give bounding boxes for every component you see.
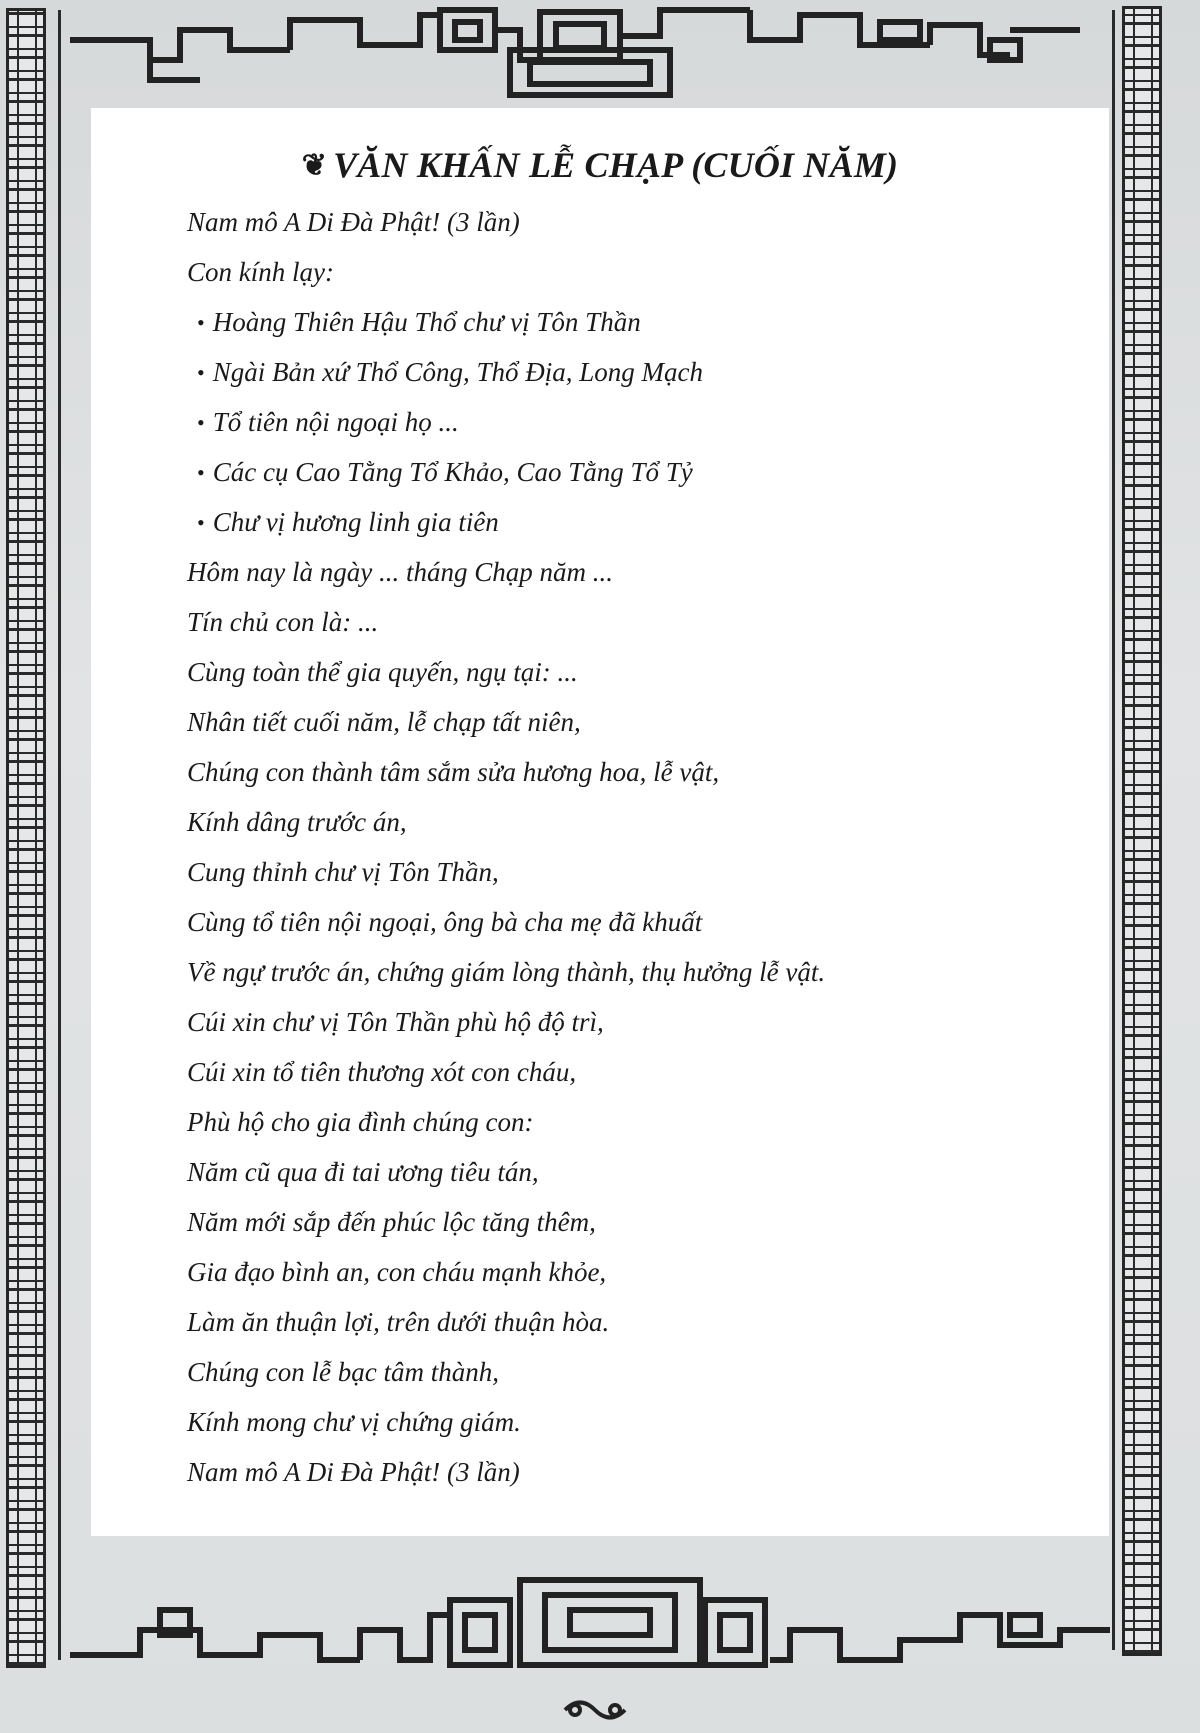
- bullet-icon: •: [197, 360, 205, 385]
- prayer-line: [187, 654, 1087, 704]
- top-fret-ornament: [0, 0, 1200, 110]
- right-key-pattern-border: [1122, 6, 1162, 1656]
- bottom-scroll-icon: [565, 1703, 625, 1718]
- line-text: Cùng toàn thể gia quyến, ngụ tại: ...: [187, 657, 578, 687]
- line-text: Năm cũ qua đi tai ương tiêu tán,: [187, 1157, 539, 1187]
- line-text: Kính mong chư vị chứng giám.: [187, 1407, 521, 1437]
- bullet-icon: •: [197, 460, 205, 485]
- prayer-line: [187, 1104, 1087, 1154]
- bullet-line: [187, 404, 1087, 454]
- right-border-line: [1112, 10, 1115, 1650]
- prayer-line: [187, 554, 1087, 604]
- bullet-icon: •: [197, 410, 205, 435]
- title-text: VĂN KHẤN LỄ CHẠP (CUỐI NĂM): [333, 145, 899, 185]
- document-title: [91, 144, 1109, 186]
- line-text: Cung thỉnh chư vị Tôn Thần,: [187, 857, 499, 887]
- prayer-line: [187, 604, 1087, 654]
- line-text: Tín chủ con là: ...: [187, 607, 379, 637]
- line-text: Cúi xin tổ tiên thương xót con cháu,: [187, 1057, 577, 1087]
- prayer-line: [187, 754, 1087, 804]
- prayer-line: [187, 1454, 1087, 1504]
- line-text: Các cụ Cao Tằng Tổ Khảo, Cao Tằng Tổ Tỷ: [212, 457, 693, 487]
- bullet-line: [187, 454, 1087, 504]
- line-text: Phù hộ cho gia đình chúng con:: [187, 1107, 534, 1137]
- line-text: Về ngự trước án, chứng giám lòng thành, thụ hưởng lễ vật.: [187, 957, 826, 987]
- prayer-line: [187, 204, 1087, 254]
- prayer-line: [187, 704, 1087, 754]
- line-text: Cúi xin chư vị Tôn Thần phù hộ độ trì,: [187, 1007, 604, 1037]
- line-text: Ngài Bản xứ Thổ Công, Thổ Địa, Long Mạch: [212, 357, 703, 387]
- line-text: Chúng con thành tâm sắm sửa hương hoa, lễ vật,: [187, 757, 720, 787]
- prayer-line: [187, 254, 1087, 304]
- prayer-line: [187, 1254, 1087, 1304]
- left-key-pattern-border: [6, 8, 46, 1668]
- prayer-text-panel: [91, 108, 1109, 1536]
- line-text: Cùng tổ tiên nội ngoại, ông bà cha mẹ đã khuất: [187, 907, 703, 937]
- line-text: Năm mới sắp đến phúc lộc tăng thêm,: [187, 1207, 596, 1237]
- line-text: Gia đạo bình an, con cháu mạnh khỏe,: [187, 1257, 607, 1287]
- prayer-line: [187, 1054, 1087, 1104]
- bullet-icon: •: [197, 510, 205, 535]
- line-text: Nhân tiết cuối năm, lễ chạp tất niên,: [187, 707, 581, 737]
- line-text: Làm ăn thuận lợi, trên dưới thuận hòa.: [187, 1307, 610, 1337]
- prayer-lines: [187, 204, 1087, 1504]
- line-text: Tổ tiên nội ngoại họ ...: [212, 407, 459, 437]
- prayer-line: [187, 1404, 1087, 1454]
- prayer-line: [187, 954, 1087, 1004]
- prayer-line: [187, 1004, 1087, 1054]
- bottom-fret-ornament: [0, 1560, 1200, 1733]
- left-border-line: [58, 10, 61, 1660]
- prayer-line: [187, 1304, 1087, 1354]
- bullet-line: [187, 304, 1087, 354]
- prayer-line: [187, 1154, 1087, 1204]
- line-text: Chúng con lễ bạc tâm thành,: [187, 1357, 499, 1387]
- line-text: Nam mô A Di Đà Phật! (3 lần): [187, 207, 520, 237]
- line-text: Chư vị hương linh gia tiên: [212, 507, 499, 537]
- bullet-line: [187, 354, 1087, 404]
- line-text: Nam mô A Di Đà Phật! (3 lần): [187, 1457, 520, 1487]
- line-text: Hôm nay là ngày ... tháng Chạp năm ...: [187, 557, 613, 587]
- prayer-line: [187, 854, 1087, 904]
- prayer-line: [187, 1204, 1087, 1254]
- prayer-line: [187, 804, 1087, 854]
- prayer-line: [187, 904, 1087, 954]
- line-text: Con kính lạy:: [187, 257, 334, 287]
- bullet-icon: •: [197, 310, 205, 335]
- line-text: Hoàng Thiên Hậu Thổ chư vị Tôn Thần: [212, 307, 641, 337]
- leaf-ornament-icon: ❦: [301, 149, 328, 182]
- line-text: Kính dâng trước án,: [187, 807, 407, 837]
- bullet-line: [187, 504, 1087, 554]
- prayer-line: [187, 1354, 1087, 1404]
